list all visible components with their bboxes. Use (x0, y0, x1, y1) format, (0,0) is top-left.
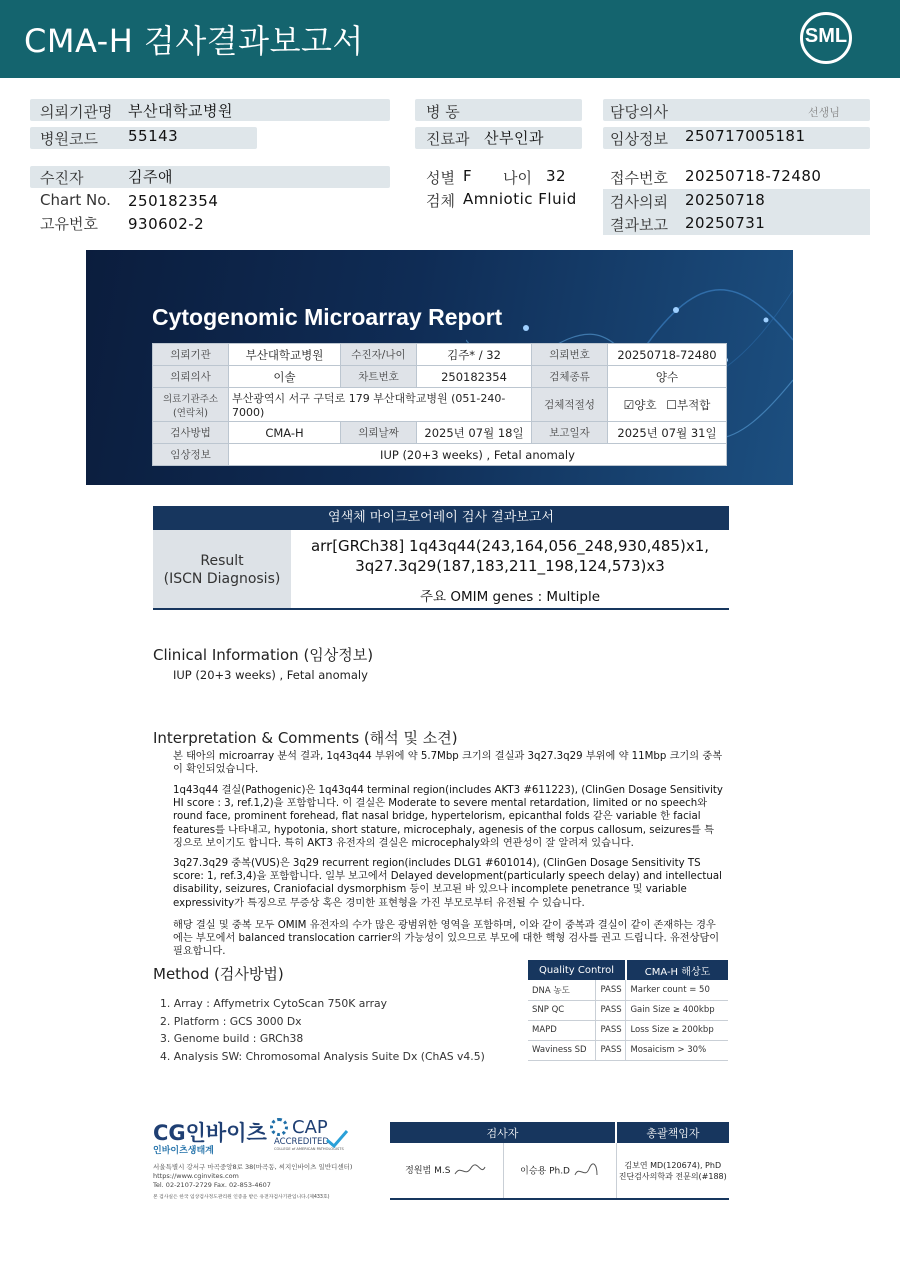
contact-line: Tel. 02-2107-2729 Fax. 02-853-4607 (153, 1181, 271, 1189)
qc-row (528, 980, 728, 1000)
banner-cell-label: 차트번호 (341, 366, 417, 388)
method-title: Method (검사방법) (153, 965, 284, 983)
qc-table (528, 960, 728, 1061)
qc-metric: SNP QC (528, 1000, 596, 1020)
checked-box-icon: ☑ (623, 397, 635, 412)
handwritten-signature-icon (453, 1164, 487, 1178)
banner-address: 부산광역시 서구 구덕로 179 부산대학교병원 (051-240-7000) (229, 388, 532, 422)
institution-label: 의뢰기관명 (40, 103, 113, 121)
doctor-suffix: 선생님 (808, 106, 840, 119)
patient-value: 김주애 (128, 168, 173, 186)
report-value: 20250731 (685, 214, 766, 232)
cap-logo-icon (270, 1118, 288, 1136)
ward-label: 병 동 (426, 103, 460, 121)
age-value: 32 (546, 167, 567, 185)
qc-resolution: Marker count = 50 (626, 980, 728, 1000)
cap-logo: CAP (292, 1117, 328, 1138)
banner-cell-label: 의뢰날짜 (341, 422, 417, 444)
qc-status: PASS (596, 1040, 626, 1060)
clinical-value: 250717005181 (685, 127, 806, 145)
banner-cell: 2025년 07월 18일 (417, 422, 532, 444)
banner-cell: 부산대학교병원 (229, 344, 341, 366)
signature-header-row (390, 1122, 729, 1143)
banner-row (153, 422, 727, 444)
interpretation-p3: 3q27.3q29 중복(VUS)은 3q29 recurrent region(includes DLG1 #601014), (ClinGen Dosage Sensitivity TS score: 1, ref.3,4)을 포함합니다. 일부 보고에서 Delayed development(particularly speech delay) and intellectual disability, seizures, Craniofacial dysmorphism 등이 보고된 바 있으나 incomplete penetrance 및 variable expressivity가 특징으로 무증상 혹은 경미한 표현형을 가진 부모로부터 유전될 수 있습니다. (173, 858, 722, 909)
hospital-code-value: 55143 (128, 127, 179, 145)
doctor-label: 담당의사 (610, 103, 668, 121)
banner-cell-label: 의뢰번호 (532, 344, 608, 366)
report-banner (86, 250, 793, 485)
receipt-value: 20250718-72480 (685, 167, 822, 185)
clinical-text: IUP (20+3 weeks) , Fetal anomaly (173, 668, 368, 682)
unique-value: 930602-2 (128, 215, 205, 233)
result-bottom-rule (153, 608, 729, 610)
company-sub: 인바이츠생태계 (153, 1146, 214, 1156)
clinical-label: 임상정보 (610, 130, 668, 148)
banner-cell-label: 보고일자 (532, 422, 608, 444)
signature-row (390, 1143, 729, 1199)
unique-label: 고유번호 (40, 215, 98, 233)
qc-status: PASS (596, 1020, 626, 1040)
request-value: 20250718 (685, 191, 766, 209)
qc-resolution: Gain Size ≥ 400kbp (626, 1000, 728, 1020)
tester1-signature (390, 1143, 503, 1199)
qc-resolution: Loss Size ≥ 200kbp (626, 1020, 728, 1040)
specimen-label: 검체 (426, 192, 455, 210)
method-list (160, 995, 485, 1065)
address-line: 서울특별시 강서구 마곡중앙8로 38(마곡동, 씨지인바이츠 일반디센터) (153, 1163, 353, 1171)
banner-cell-label: 의뢰의사 (153, 366, 229, 388)
qc-header-row (528, 960, 728, 980)
company-logo: CG인바이츠 (153, 1121, 267, 1145)
banner-info-table (152, 343, 727, 466)
banner-cell: 양수 (608, 366, 727, 388)
chart-label: Chart No. (40, 191, 111, 209)
report-title: CMA-H 검사결과보고서 (24, 22, 364, 60)
qc-metric: MAPD (528, 1020, 596, 1040)
qc-status: PASS (596, 980, 626, 1000)
accreditation-note: 본 검사실은 한국 임상검사정도관리원 인증을 받은 유전자검사기관입니다.(제433호) (153, 1195, 330, 1200)
iscn-line1: arr[GRCh38] 1q43q44(243,164,056_248,930,485)x1, (310, 537, 710, 555)
banner-cell: 김주* / 32 (417, 344, 532, 366)
website-link[interactable]: https://www.cginvites.com (153, 1172, 239, 1180)
banner-row (153, 388, 727, 422)
director-header: 총괄책임자 (616, 1122, 729, 1143)
method-item: 2. Platform : GCS 3000 Dx (160, 1014, 302, 1028)
result-label-line1: Result (200, 553, 244, 569)
iscn-line2: 3q27.3q29(187,183,211_198,124,573)x3 (355, 557, 665, 575)
tester2-name: 이승용 Ph.D (520, 1166, 570, 1176)
qc-row (528, 1020, 728, 1040)
logo-text: SML (804, 25, 848, 47)
dept-label: 진료과 (426, 130, 470, 148)
tester1-name: 정원범 M.S (405, 1166, 451, 1177)
banner-cell-label: 수진자/나이 (341, 344, 417, 366)
tester2-signature (503, 1143, 616, 1199)
interpretation-p1: 본 태아의 microarray 분석 결과, 1q43q44 부위에 약 5.7Mbp 크기의 결실과 3q27.3q29 부위에 약 11Mbp 크기의 중복이 확인되었습니다. (173, 751, 723, 776)
banner-cell-label: 검체종류 (532, 366, 608, 388)
banner-cell: 이솔 (229, 366, 341, 388)
handwritten-signature-icon (573, 1163, 599, 1179)
unchecked-box-icon: ☐ (666, 397, 678, 412)
result-header: 염색체 마이크로어레이 검사 결과보고서 (153, 506, 729, 530)
checkmark-icon (325, 1128, 349, 1148)
adequacy-bad: 부적합 (677, 397, 711, 412)
method-item: 4. Analysis SW: Chromosomal Analysis Suite Dx (ChAS v4.5) (160, 1049, 485, 1063)
banner-cell-label: 의료기관주소 (연락처) (153, 388, 229, 422)
director-name: 김보연 MD(120674), PhD (624, 1160, 722, 1170)
sex-value: F (463, 167, 473, 185)
interpretation-p4: 해당 결실 및 중복 모두 OMIM 유전자의 수가 많은 광범위한 영역을 포함하며, 이와 같이 중복과 결실이 같이 존재하는 경우에는 부모에서 balanced translocation carrier의 가능성이 있으므로 부모에 대한 핵형 검사를 권고 드립니다. 유전상담이 필요합니다. (173, 920, 720, 958)
report-label: 결과보고 (610, 216, 668, 234)
qc-header: Quality Control (528, 960, 626, 980)
result-label (153, 530, 291, 608)
result-value (291, 530, 729, 608)
interpretation-title: Interpretation & Comments (해석 및 소견) (153, 729, 458, 747)
banner-cell-label: 검사방법 (153, 422, 229, 444)
chart-value: 250182354 (128, 192, 219, 210)
receipt-label: 접수번호 (610, 169, 668, 187)
tester-header: 검사자 (390, 1122, 616, 1143)
method-item: 1. Array : Affymetrix CytoScan 750K array (160, 997, 388, 1010)
hospital-code-label: 병원코드 (40, 130, 98, 148)
banner-cell: 250182354 (417, 366, 532, 388)
result-label-line2: (ISCN Diagnosis) (163, 571, 281, 587)
request-label: 검사의뢰 (610, 193, 668, 211)
adequacy-good: 양호 (634, 397, 657, 412)
banner-title: Cytogenomic Microarray Report (152, 304, 503, 330)
banner-row (153, 366, 727, 388)
omim-genes: 주요 OMIM genes : Multiple (419, 589, 601, 605)
director-signature (616, 1143, 729, 1199)
method-item: 3. Genome build : GRCh38 (160, 1032, 304, 1045)
sex-label: 성별 (426, 169, 455, 187)
banner-cell: 20250718-72480 (608, 344, 727, 366)
banner-cell: CMA-H (229, 422, 341, 444)
qc-status: PASS (596, 1000, 626, 1020)
signature-table (390, 1122, 729, 1200)
cap-accredited: ACCREDITED (274, 1137, 329, 1147)
cap-small: COLLEGE of AMERICAN PATHOLOGISTS (274, 1147, 344, 1151)
dept-value: 산부인과 (484, 129, 544, 147)
qc-row (528, 1000, 728, 1020)
qc-row (528, 1040, 728, 1060)
resolution-header: CMA-H 해상도 (626, 960, 728, 980)
adequacy-cell (608, 388, 727, 422)
company-address (153, 1163, 352, 1202)
qc-resolution: Mosaicism > 30% (626, 1040, 728, 1060)
age-label: 나이 (503, 169, 532, 187)
banner-cell: 2025년 07월 31일 (608, 422, 727, 444)
banner-cell-label: 검체적절성 (532, 388, 608, 422)
specimen-value: Amniotic Fluid (463, 190, 577, 208)
banner-row (153, 444, 727, 466)
interpretation-p2: 1q43q44 결실(Pathogenic)은 1q43q44 terminal region(includes AKT3 #611223), (ClinGen Dosage Sensitivity HI score : 3, ref.1,2)을 포함합니다. 이 결실은 Moderate to severe mental retardation, limited or no speech와 round face, prominent forehead, flat nasal bridge, hypertelorism, epicanthal folds 같은 variable 한 facial features를 나타내고, hypotonia, short stature, microcephaly, agenesis of the corpus callosum, seizures를 특징으로 보이기도 합니다. 특히 AKT3 유전자의 결실은 microcephaly와의 연관성이 잘 알려져 있습니다. (173, 785, 723, 849)
info-patient-row (30, 166, 390, 188)
institution-value: 부산대학교병원 (128, 102, 233, 120)
banner-cell-label: 임상정보 (153, 444, 229, 466)
patient-label: 수진자 (40, 169, 84, 187)
banner-cell: IUP (20+3 weeks) , Fetal anomaly (229, 444, 727, 466)
director-title: 진단검사의학과 전문의(#188) (618, 1171, 727, 1181)
clinical-title: Clinical Information (임상정보) (153, 646, 374, 664)
banner-cell-label: 의뢰기관 (153, 344, 229, 366)
sml-logo (800, 12, 852, 64)
qc-metric: DNA 농도 (528, 980, 596, 1000)
qc-metric: Waviness SD (528, 1040, 596, 1060)
banner-row (153, 344, 727, 366)
